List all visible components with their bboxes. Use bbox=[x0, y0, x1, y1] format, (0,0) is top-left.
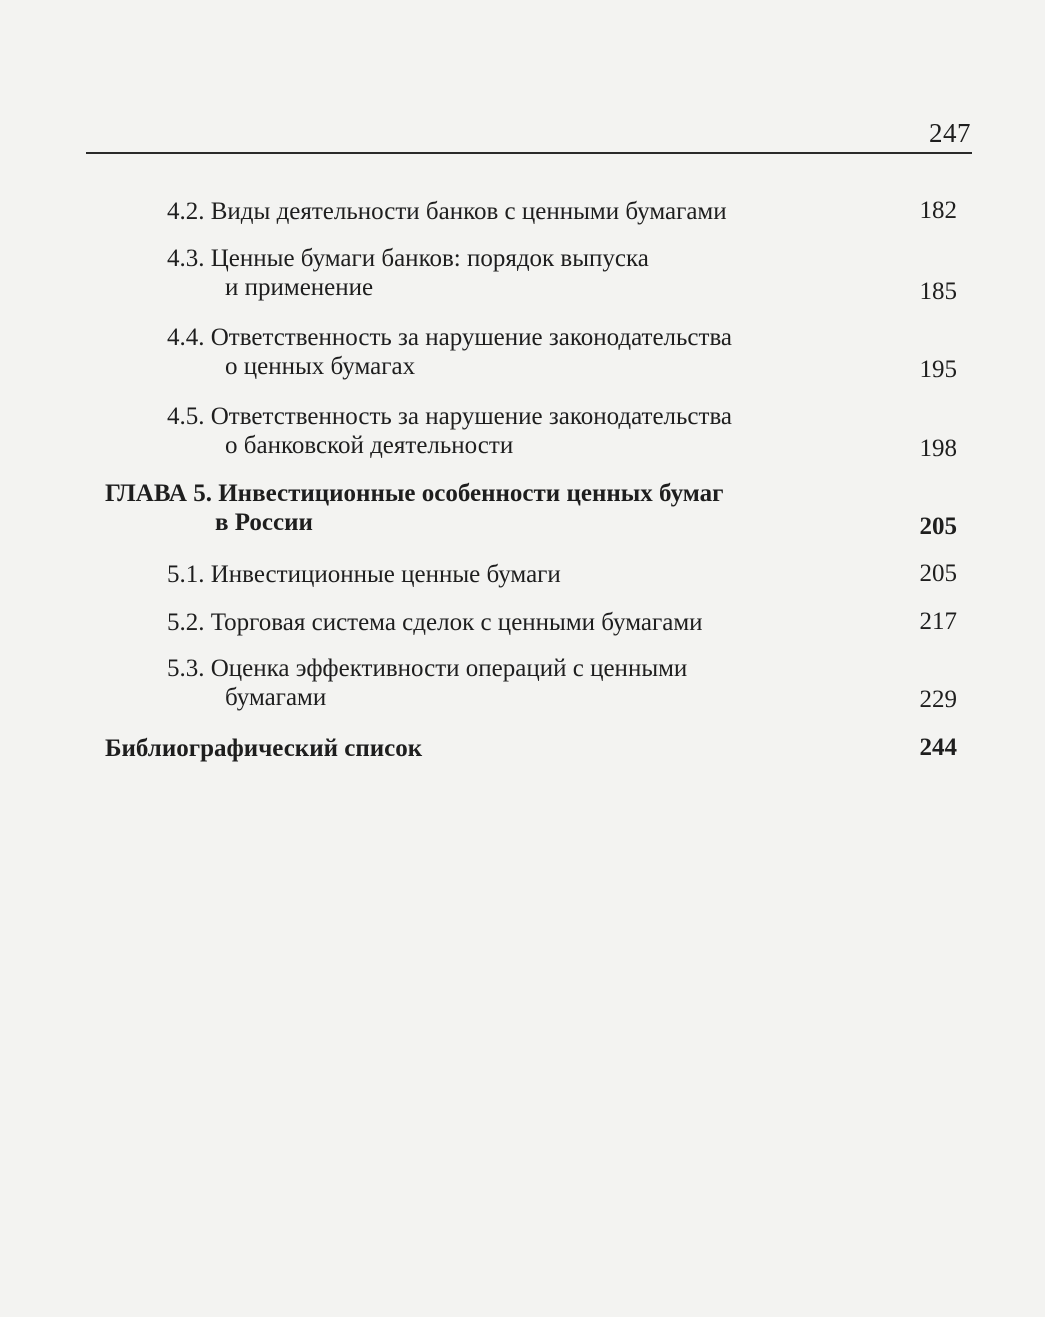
toc-entry bbox=[167, 654, 687, 712]
toc-entry bbox=[167, 608, 703, 637]
toc-entry-line: ГЛАВА 5. Инвестиционные особенности ценных бумаг bbox=[105, 480, 724, 507]
toc-entry-line: 5.2. Торговая система сделок с ценными бумагами bbox=[167, 609, 703, 636]
toc-entry-line: 5.3. Оценка эффективности операций с ценными bbox=[167, 655, 688, 682]
toc-page-number: 185 bbox=[919, 278, 957, 305]
toc-entry-line: 4.5. Ответственность за нарушение законодательства bbox=[167, 403, 733, 430]
toc-entry bbox=[167, 244, 649, 302]
toc-page-number: 182 bbox=[919, 197, 957, 224]
toc-bibliography-entry bbox=[105, 734, 422, 763]
toc-entry-line: 5.1. Инвестиционные ценные бумаги bbox=[167, 561, 561, 588]
toc-entry-line: о банковской деятельности bbox=[225, 432, 514, 459]
header-rule bbox=[86, 152, 972, 154]
toc-page-number: 244 bbox=[919, 734, 957, 761]
toc-entry bbox=[167, 560, 561, 589]
toc-page-number: 217 bbox=[919, 608, 957, 635]
toc-entry-line: в России bbox=[215, 509, 313, 536]
toc-entry-line: 4.4. Ответственность за нарушение законодательства bbox=[167, 324, 733, 351]
toc-entry-line: 4.2. Виды деятельности банков с ценными бумагами bbox=[167, 198, 727, 225]
toc-entry-line: 4.3. Ценные бумаги банков: порядок выпуска bbox=[167, 245, 649, 272]
page-number: 247 bbox=[929, 118, 971, 148]
toc-entry bbox=[167, 402, 732, 460]
toc-page-number: 205 bbox=[919, 560, 957, 587]
toc-entry-line: и применение bbox=[225, 274, 374, 301]
toc-entry-line: бумагами bbox=[225, 684, 327, 711]
toc-chapter-entry bbox=[105, 479, 723, 537]
toc-page-number: 195 bbox=[919, 356, 957, 383]
toc-page-number: 229 bbox=[919, 686, 957, 713]
toc-entry-line: Библиографический список bbox=[105, 735, 423, 762]
toc-entry bbox=[167, 323, 732, 381]
toc-entry-line: о ценных бумагах bbox=[225, 353, 416, 380]
toc-page-number: 198 bbox=[919, 435, 957, 462]
toc-page-number: 205 bbox=[919, 513, 957, 540]
toc-entry bbox=[167, 197, 727, 226]
